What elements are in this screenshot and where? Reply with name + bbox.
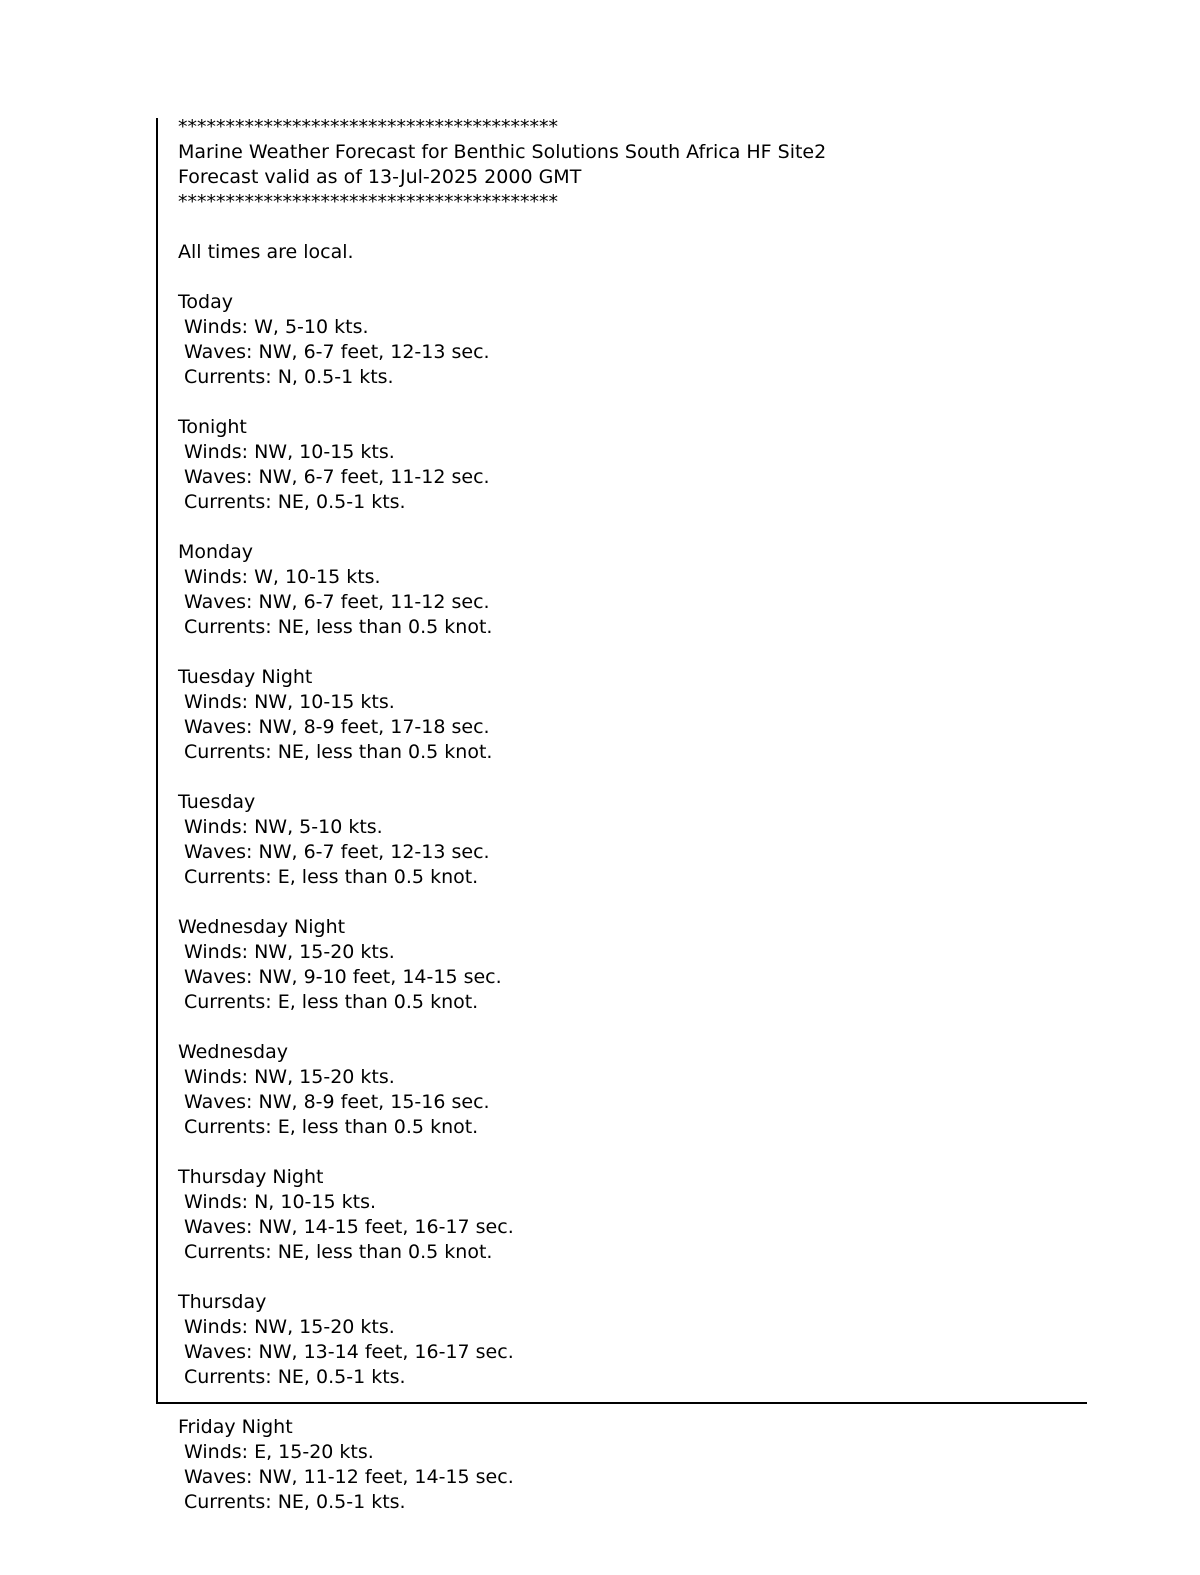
- forecast-section: [178, 1290, 1078, 1390]
- waves-line: Waves: NW, 11-12 feet, 14-15 sec.: [184, 1466, 514, 1488]
- winds-line: Winds: N, 10-15 kts.: [184, 1191, 377, 1213]
- currents-line: Currents: NE, 0.5-1 kts.: [184, 1491, 406, 1513]
- currents-line: Currents: E, less than 0.5 knot.: [184, 1116, 479, 1138]
- winds-line: Winds: NW, 15-20 kts.: [184, 941, 395, 963]
- forecast-sections: [178, 290, 1078, 1515]
- section-title: Today: [178, 291, 233, 313]
- currents-line: Currents: E, less than 0.5 knot.: [184, 991, 479, 1013]
- waves-line: Waves: NW, 8-9 feet, 15-16 sec.: [184, 1091, 490, 1113]
- forecast-section: [178, 790, 1078, 890]
- winds-line: Winds: W, 5-10 kts.: [184, 316, 369, 338]
- winds-line: Winds: NW, 15-20 kts.: [184, 1316, 395, 1338]
- currents-line: Currents: NE, less than 0.5 knot.: [184, 741, 493, 763]
- winds-line: Winds: NW, 10-15 kts.: [184, 441, 395, 463]
- winds-line: Winds: NW, 15-20 kts.: [184, 1066, 395, 1088]
- forecast-text: [178, 115, 1078, 1515]
- section-title: Tuesday: [178, 791, 256, 813]
- winds-line: Winds: E, 15-20 kts.: [184, 1441, 374, 1463]
- forecast-section: [178, 915, 1078, 1015]
- currents-line: Currents: NE, 0.5-1 kts.: [184, 491, 406, 513]
- forecast-section: [178, 1040, 1078, 1140]
- forecast-section: [178, 1165, 1078, 1265]
- waves-line: Waves: NW, 8-9 feet, 17-18 sec.: [184, 716, 490, 738]
- currents-line: Currents: E, less than 0.5 knot.: [184, 866, 479, 888]
- currents-line: Currents: NE, 0.5-1 kts.: [184, 1366, 406, 1388]
- forecast-section: [178, 540, 1078, 640]
- currents-line: Currents: NE, less than 0.5 knot.: [184, 1241, 493, 1263]
- times-note: All times are local.: [178, 241, 354, 263]
- waves-line: Waves: NW, 6-7 feet, 11-12 sec.: [184, 591, 490, 613]
- forecast-section: [178, 665, 1078, 765]
- waves-line: Waves: NW, 6-7 feet, 12-13 sec.: [184, 841, 490, 863]
- section-title: Wednesday: [178, 1041, 289, 1063]
- section-title: Tuesday Night: [178, 666, 313, 688]
- currents-line: Currents: N, 0.5-1 kts.: [184, 366, 394, 388]
- forecast-section: [178, 290, 1078, 390]
- winds-line: Winds: NW, 5-10 kts.: [184, 816, 383, 838]
- section-title: Tonight: [178, 416, 247, 438]
- divider-bottom: ****************************************: [178, 191, 558, 213]
- section-title: Thursday: [178, 1291, 267, 1313]
- section-title: Monday: [178, 541, 254, 563]
- currents-line: Currents: NE, less than 0.5 knot.: [184, 616, 493, 638]
- winds-line: Winds: NW, 10-15 kts.: [184, 691, 395, 713]
- forecast-section: [178, 1415, 1078, 1515]
- divider-top: ****************************************: [178, 116, 558, 138]
- section-title: Thursday Night: [178, 1166, 324, 1188]
- waves-line: Waves: NW, 9-10 feet, 14-15 sec.: [184, 966, 502, 988]
- waves-line: Waves: NW, 6-7 feet, 11-12 sec.: [184, 466, 490, 488]
- valid-line: Forecast valid as of 13-Jul-2025 2000 GMT: [178, 166, 582, 188]
- forecast-section: [178, 415, 1078, 515]
- waves-line: Waves: NW, 14-15 feet, 16-17 sec.: [184, 1216, 514, 1238]
- page-title: Marine Weather Forecast for Benthic Solutions South Africa HF Site2: [178, 141, 827, 163]
- waves-line: Waves: NW, 13-14 feet, 16-17 sec.: [184, 1341, 514, 1363]
- waves-line: Waves: NW, 6-7 feet, 12-13 sec.: [184, 341, 490, 363]
- section-title: Friday Night: [178, 1416, 293, 1438]
- winds-line: Winds: W, 10-15 kts.: [184, 566, 381, 588]
- section-title: Wednesday Night: [178, 916, 346, 938]
